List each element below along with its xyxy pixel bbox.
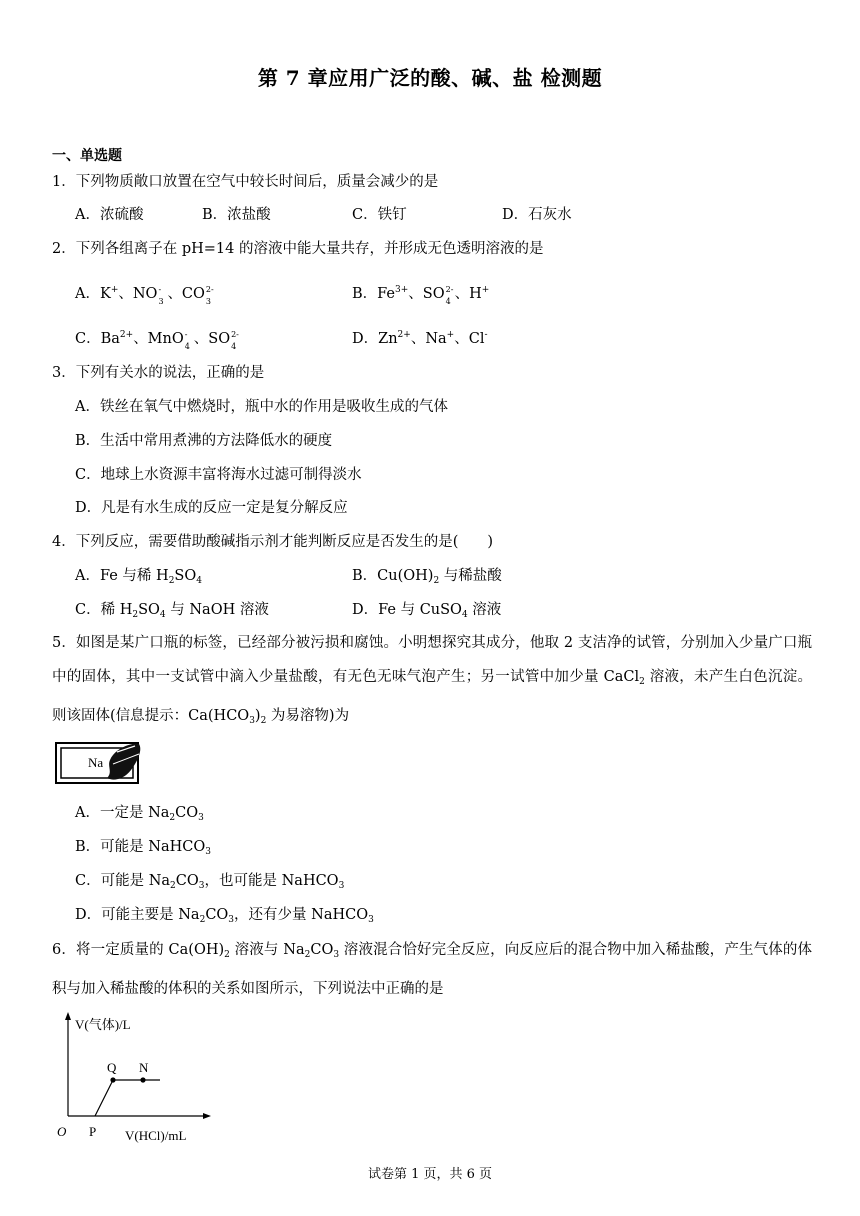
q5-option-b: B．可能是 NaHCO$_3$ (75, 839, 211, 857)
q2-option-d: D．$Zn^{2+}$、Na+、Cl- (352, 330, 488, 347)
question-4: 4．下列反应，需要借助酸碱指示剂才能判断反应是否发生的是( ) (52, 534, 494, 550)
section-heading: 一、单选题 (52, 148, 122, 164)
q1-option-d: D．石灰水 (502, 207, 572, 223)
q4-option-a: A．Fe 与稀 $H_2SO_4$ (75, 568, 202, 586)
q4-option-b: B．$Cu(OH)_2$ 与稀盐酸 (352, 568, 502, 586)
origin-label: O (57, 1124, 67, 1139)
page-footer: 试卷第 1 页，共 6 页 (367, 1167, 493, 1182)
question-6: 6．将一定质量的 $Ca(OH)_2$ 溶液与 $Na_2CO_3$ 溶液混合恰好完全反应，向反应后的混合物中加入稀盐酸，产生气体的体积与加入稀盐酸的体积的关系如图所示，下列说法中正确的是 (52, 942, 812, 997)
point-q (110, 1077, 115, 1082)
q1-option-a: A．浓硫酸 (75, 207, 144, 223)
q5-option-a: A．一定是 $Na_2CO_3$ (75, 805, 204, 823)
q3-option-b: B．生活中常用煮沸的方法降低水的硬度 (75, 433, 333, 449)
q2-option-a: A．K+、NO - 3 、CO 2- 3 (75, 285, 214, 306)
point-n-label: N (139, 1060, 149, 1075)
q4-option-c: C．稀 $H_2SO_4$ 与 NaOH 溶液 (75, 602, 269, 620)
bottle-label-image (55, 740, 145, 790)
q4-option-d: D．Fe 与 CuSO$_4$ 溶液 (352, 602, 502, 620)
q5-option-d: D．可能主要是 $Na_2CO_3$，还有少量 NaHCO$_3$ (75, 907, 374, 925)
question-3: 3．下列有关水的说法，正确的是 (52, 365, 265, 381)
q2-option-c: C．$Ba^{2+}$、MnO - 4 、SO 2- 4 (75, 330, 239, 351)
label-text: Na (88, 755, 104, 770)
question-2: 2．下列各组离子在 pH=14 的溶液中能大量共存，并形成无色透明溶液的是 (52, 241, 544, 257)
gas-volume-graph (55, 1010, 215, 1154)
question-1: 1．下列物质敞口放置在空气中较长时间后，质量会减少的是 (52, 174, 439, 190)
q3-option-d: D．凡是有水生成的反应一定是复分解反应 (75, 500, 348, 516)
q3-option-c: C．地球上水资源丰富将海水过滤可制得淡水 (75, 467, 362, 483)
point-q-label: Q (107, 1060, 117, 1075)
q5-option-c: C．可能是 $Na_2CO_3$，也可能是 NaHCO$_3$ (75, 873, 345, 891)
x-axis-label: V(HCl)/mL (125, 1128, 187, 1143)
point-p-label: P (89, 1124, 97, 1139)
q1-option-b: B．浓盐酸 (202, 207, 271, 223)
page-title: 第 7 章应用广泛的酸、碱、盐 检测题 (257, 66, 603, 90)
point-n (140, 1077, 145, 1082)
q1-option-c: C．铁钉 (352, 207, 407, 223)
y-axis-label: V(气体)/L (75, 1017, 131, 1032)
q3-option-a: A．铁丝在氧气中燃烧时，瓶中水的作用是吸收生成的气体 (75, 399, 448, 415)
q2-option-b: B．$Fe^{3+}$、SO 2- 4 、H+ (352, 285, 490, 306)
question-5: 5．如图是某广口瓶的标签，已经部分被污损和腐蚀。小明想探究其成分，他取 2 支洁净的试管，分别加入少量广口瓶中的固体，其中一支试管中滴入少量盐酸，有无色无味气泡产生；另一试管中加少量 CaCl$_2$ 溶液，未产生白色沉淀。则该固体(信息提示：$Ca(HCO_3)_2$ 为易溶物)为 (52, 635, 813, 726)
